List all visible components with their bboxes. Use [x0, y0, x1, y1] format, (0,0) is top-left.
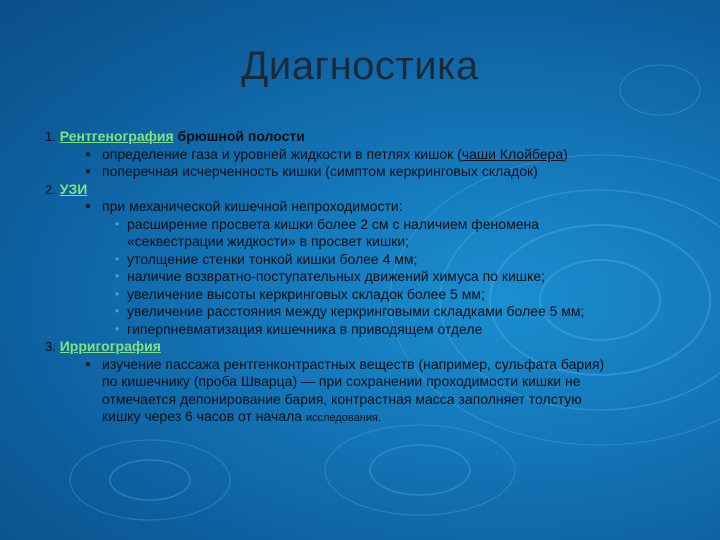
list-item: ● при механической кишечной непроходимости:	[85, 198, 403, 214]
bullet-dot-icon: •	[115, 304, 120, 318]
list-item: ● поперечная исчерченность кишки (симптом керкринговых складок)	[85, 163, 538, 179]
bullet-dot-icon: ●	[85, 201, 92, 212]
link-irrigografiya[interactable]: Ирригография	[59, 338, 161, 354]
list-item: ● определение газа и уровней жидкости в петлях кишок (чаши Клойбера)	[85, 145, 568, 162]
bullet-dot-icon: ●	[85, 166, 92, 177]
item-number: 2.	[45, 181, 56, 197]
link-chashi-kloibera[interactable]: чаши Клойбера	[461, 145, 564, 162]
bullet-dot-icon: ●	[85, 148, 92, 160]
list-item	[45, 338, 705, 356]
content-list	[45, 128, 705, 428]
list-item-continuation: по кишечнику (проба Шварца) — при сохранении проходимости кишки не	[102, 373, 581, 389]
bullet-dot-icon: •	[115, 251, 120, 266]
list-item-continuation: кишку через 6 часов от начала исследования.	[102, 408, 381, 424]
sub-item: • утолщение стенки тонкой кишки более 4 мм;	[115, 250, 418, 267]
list-item-continuation: отмечается депонирование бария, контрастная масса заполняет толстую	[102, 390, 582, 407]
bullet-dot-icon: •	[115, 216, 120, 231]
list-item: ● изучение пассажа рентгенконтрастных веществ (например, сульфата бария)	[85, 355, 605, 372]
item-text: брюшной полости	[173, 128, 305, 144]
bullet-dot-icon: •	[115, 269, 120, 283]
sub-item: • увеличение высоты керкринговых складок более 5 мм;	[115, 285, 485, 302]
link-rentgenografiya[interactable]: Рентгенография	[59, 128, 174, 144]
sub-item: • гиперпневматизация кишечника в приводящем отделе	[115, 320, 483, 337]
link-uzi[interactable]: УЗИ	[59, 180, 88, 197]
bullet-dot-icon: •	[115, 321, 120, 336]
sub-item: • наличие возвратно-поступательных движений химуса по кишке;	[115, 268, 545, 284]
list-item	[45, 181, 705, 199]
page-title: Диагностика	[241, 44, 479, 88]
bullet-dot-icon: •	[115, 286, 120, 301]
item-number: 1.	[45, 129, 56, 144]
list-item	[45, 128, 705, 146]
sub-item: • увеличение расстояния между керкринговыми складками более 5 мм;	[115, 303, 585, 319]
item-number: 3.	[45, 339, 56, 354]
sub-item-continuation: «секвестрации жидкости» в просвет кишки;	[127, 233, 410, 249]
sub-item: • расширение просвета кишки более 2 см с наличием феномена	[115, 215, 540, 232]
bullet-dot-icon: ●	[85, 358, 92, 370]
